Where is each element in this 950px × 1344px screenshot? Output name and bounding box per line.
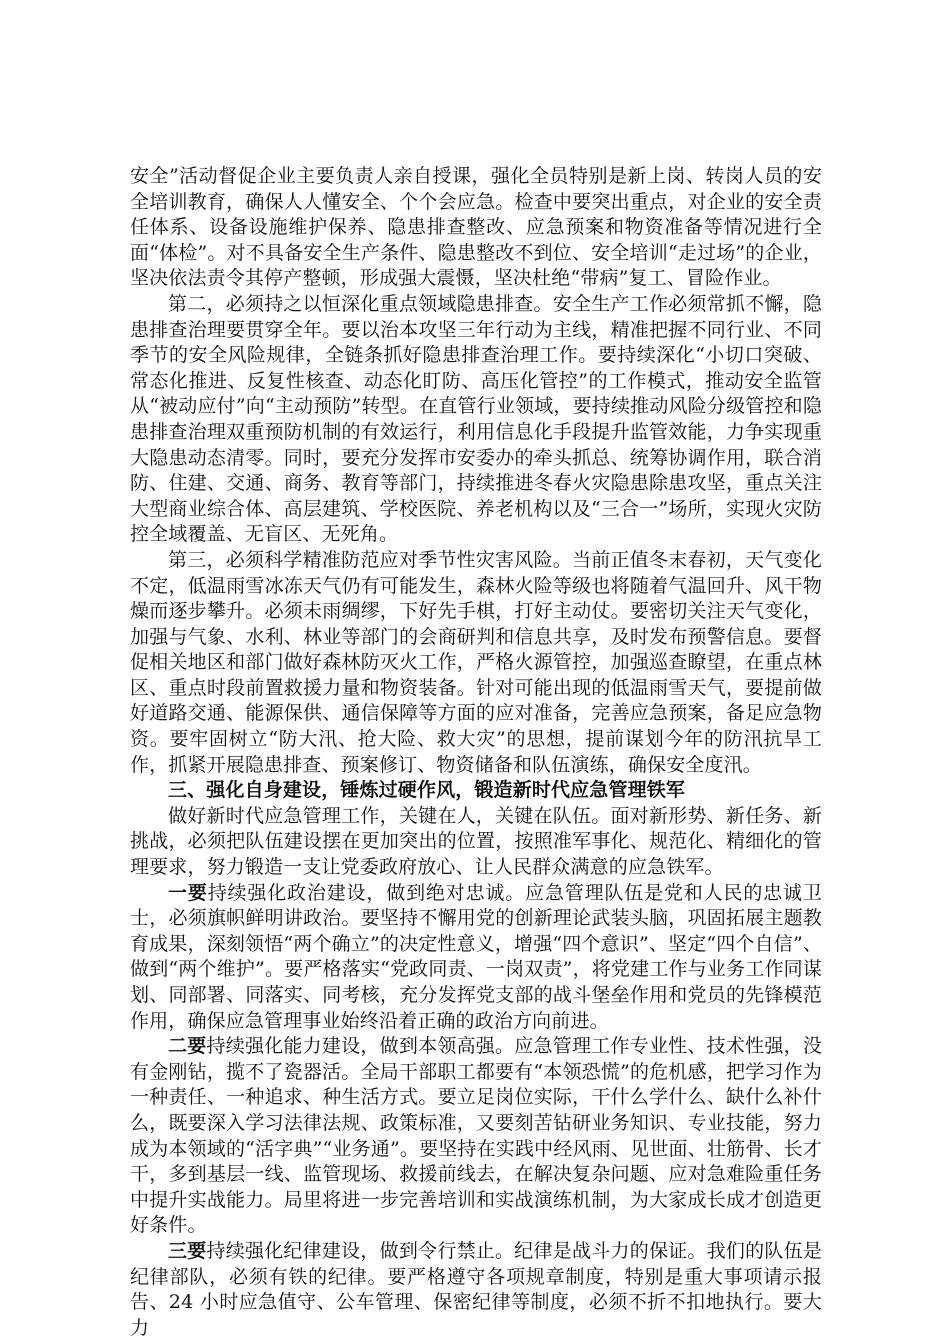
paragraph-political-building [130, 881, 822, 1035]
lead-text: 三要 [168, 1239, 207, 1262]
paragraph-continuation: 安全”活动督促企业主要负责人亲自授课，强化全员特别是新上岗、转岗人员的安全培训教育，确保人人懂安全、个个会应急。检查中要突出重点，对企业的安全责任体系、设备设施维护保养、隐患排查整改、应急预案和物资准备等情况进行全面“体检”。对不具备安全生产条件、隐患整改不到位、安全培训“走过场”的企业，坚决依法责令其停产整顿，形成强大震慑，坚决杜绝“带病”复工、冒险作业。 [130, 165, 822, 290]
paragraph-capability-building [130, 1034, 822, 1239]
lead-text: 二要 [168, 1035, 207, 1058]
section-heading: 三、强化自身建设，锤炼过硬作风，锻造新时代应急管理铁军 [168, 779, 686, 802]
body-text: 持续强化能力建设，做到本领高强。应急管理工作专业性、技术性强，没有金刚钻，揽不了瓷器活。全局干部职工都要有“本领恐慌”的危机感，把学习作为一种责任、一种追求、种生活方式。要立足岗位实际，干什么学什么、缺什么补什么，既要深入学习法律法规、政策标准，又要刻苦钻研业务知识、专业技能，努力成为本领域的“活字典”“业务通”。要坚持在实践中经风雨、见世面、壮筋骨、长才干，多到基层一线、监管现场、救援前线去，在解决复杂问题、应对急难险重任务中提升实战能力。局里将进一步完善培训和实战演练机制，为大家成长成才创造更好条件。 [130, 1035, 822, 1237]
paragraph-discipline-building [130, 1239, 822, 1341]
paragraph-third-point: 第三，必须科学精准防范应对季节性灾害风险。当前正值冬末春初，天气变化不定，低温雨雪冰冻天气仍有可能发生，森林火险等级也将随着气温回升、风干物燥而逐步攀升。必须未雨绸缪，下好先手棋，打好主动仗。要密切关注天气变化，加强与气象、水利、林业等部门的会商研判和信息共享，及时发布预警信息。要督促相关地区和部门做好森林防灭火工作，严格火源管控，加强巡查瞭望，在重点林区、重点时段前置救援力量和物资装备。针对可能出现的低温雨雪天气，要提前做好道路交通、能源保供、通信保障等方面的应对准备，完善应急预案，备足应急物资。要牢固树立“防大汛、抢大险、救大灾”的思想，提前谋划今年的防汛抗旱工作，抓紧开展隐患排查、预案修订、物资储备和队伍演练，确保安全度汛。 [130, 548, 822, 776]
body-text: 持续强化纪律建设，做到令行禁止。纪律是战斗力的保证。我们的队伍是纪律部队，必须有铁的纪律。要严格遵守各项规章制度，特别是重大事项请示报告、24 小时应急值守、公车管理、保密纪律等制度，必须不折不扣地执行。要大力 [130, 1239, 822, 1339]
paragraph-team-building: 做好新时代应急管理工作，关键在人，关键在队伍。面对新形势、新任务、新挑战，必须把队伍建设摆在更加突出的位置，按照准军事化、规范化、精细化的管理要求，努力锻造一支让党委政府放心、让人民群众满意的应急铁军。 [130, 804, 822, 879]
body-text: 持续强化政治建设，做到绝对忠诚。应急管理队伍是党和人民的忠诚卫士，必须旗帜鲜明讲政治。要坚持不懈用党的创新理论武装头脑，巩固拓展主题教育成果，深刻领悟“两个确立”的决定性意义，增强“四个意识”、坚定“四个自信”、做到“两个维护”。要严格落实“党政同责、一岗双责”，将党建工作与业务工作同谋划、同部署、同落实、同考核，充分发挥党支部的战斗堡垒作用和党员的先锋模范作用，确保应急管理事业始终沿着正确的政治方向前进。 [130, 881, 822, 1032]
paragraph-second-point: 第二，必须持之以恒深化重点领域隐患排查。安全生产工作必须常抓不懈，隐患排查治理要贯穿全年。要以治本攻坚三年行动为主线，精准把握不同行业、不同季节的安全风险规律，全链条抓好隐患排查治理工作。要持续深化“小切口突破、常态化推进、反复性核查、动态化盯防、高压化管控”的工作模式，推动安全监管从“被动应付”向“主动预防”转型。在直管行业领域，要持续推动风险分级管控和隐患排查治理双重预防机制的有效运行，利用信息化手段提升监管效能，力争实现重大隐患动态清零。同时，要充分发挥市安委办的牵头抓总、统筹协调作用，联合消防、住建、交通、商务、教育等部门，持续推进冬春火灾隐患除患攻坚，重点关注大型商业综合体、高层建筑、学校医院、养老机构以及“三合一”场所，实现火灾防控全域覆盖、无盲区、无死角。 [130, 292, 822, 546]
document-page [130, 164, 822, 1341]
lead-text: 一要 [168, 881, 208, 904]
